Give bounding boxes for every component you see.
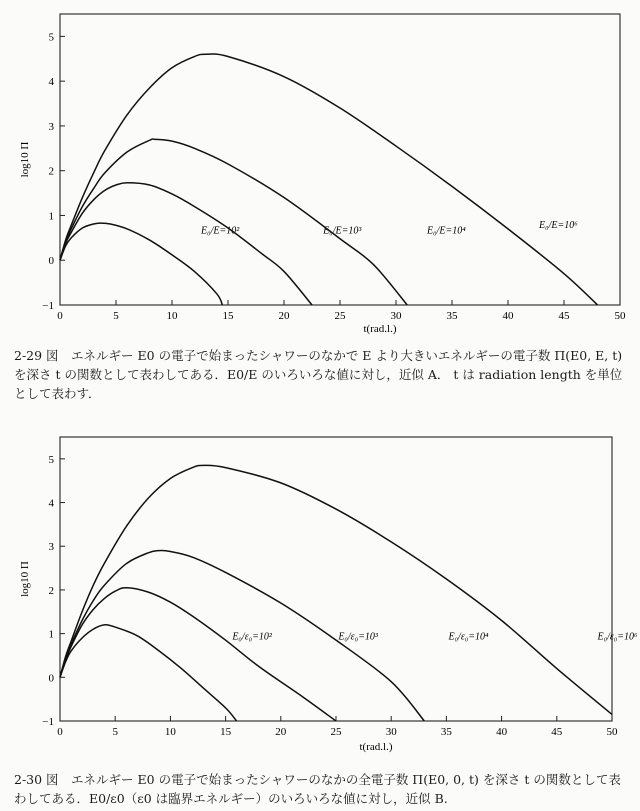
y-tick-label: −1 bbox=[42, 300, 54, 312]
series-line bbox=[60, 183, 312, 305]
x-tick-label: 20 bbox=[278, 310, 290, 322]
chart-2-29 bbox=[19, 14, 626, 335]
x-tick-label: 30 bbox=[390, 310, 402, 322]
y-tick-label: 4 bbox=[48, 76, 54, 89]
x-tick-label: 25 bbox=[334, 310, 346, 322]
y-tick-label: 2 bbox=[48, 165, 54, 178]
y-tick-label: 1 bbox=[48, 210, 54, 223]
y-tick-label: 0 bbox=[48, 255, 54, 268]
series-label: E₀/E=10⁴ bbox=[427, 225, 466, 237]
y-tick-label: 5 bbox=[48, 31, 54, 44]
x-tick-label: 30 bbox=[385, 726, 397, 738]
x-tick-label: 5 bbox=[112, 726, 118, 738]
x-tick-label: 0 bbox=[57, 726, 63, 738]
series-label: E₀/E=10⁶ bbox=[539, 219, 578, 231]
y-axis-label: log10 Π bbox=[19, 561, 31, 597]
series-line bbox=[60, 139, 407, 305]
series-label: E₀/E=10² bbox=[201, 225, 240, 237]
x-tick-label: 25 bbox=[330, 726, 342, 738]
x-tick-label: 10 bbox=[164, 726, 176, 738]
series-label: E₀/ε₀=10³ bbox=[338, 631, 378, 643]
x-tick-label: 10 bbox=[166, 310, 178, 322]
y-tick-label: 3 bbox=[48, 120, 54, 133]
x-tick-label: 35 bbox=[440, 726, 452, 738]
y-tick-label: −1 bbox=[42, 716, 54, 728]
x-tick-label: 45 bbox=[551, 726, 563, 738]
x-tick-label: 45 bbox=[558, 310, 570, 322]
plot-frame bbox=[60, 14, 620, 305]
series-line bbox=[60, 54, 598, 305]
series-label: E₀/ε₀=10⁶ bbox=[597, 631, 638, 643]
y-tick-label: 5 bbox=[48, 453, 54, 466]
x-tick-label: 15 bbox=[220, 726, 232, 738]
x-tick-label: 50 bbox=[614, 310, 626, 322]
y-axis-label: log10 Π bbox=[19, 141, 31, 178]
series-line bbox=[60, 223, 222, 305]
x-axis-label: t(rad.l.) bbox=[359, 741, 393, 753]
y-tick-label: 1 bbox=[48, 628, 54, 641]
x-tick-label: 0 bbox=[57, 310, 63, 322]
y-tick-label: 3 bbox=[48, 541, 54, 554]
y-tick-label: 0 bbox=[48, 672, 54, 685]
x-tick-label: 40 bbox=[496, 726, 508, 738]
x-axis-label: t(rad.l.) bbox=[363, 323, 397, 335]
series-line bbox=[60, 588, 336, 721]
x-tick-label: 20 bbox=[275, 726, 287, 738]
series-line bbox=[60, 625, 237, 721]
y-tick-label: 2 bbox=[48, 584, 54, 597]
caption-fig-2-30: 2-30 図 エネルギー E0 の電子で始まったシャワーのなかの全電子数 Π(E0, 0, t) を深さ t の関数として表わしてある．E0/ε0（ε0 は臨界エネルギー）のいろいろな値に対し，近似 B. bbox=[14, 772, 621, 806]
x-tick-label: 5 bbox=[113, 310, 119, 322]
series-label: E₀/E=10³ bbox=[323, 225, 362, 237]
series-label: E₀/ε₀=10² bbox=[232, 631, 272, 643]
x-tick-label: 40 bbox=[502, 310, 514, 322]
chart-2-30 bbox=[19, 437, 638, 753]
caption-fig-2-29: 2-29 図 エネルギー E0 の電子で始まったシャワーのなかで E より大きいエネルギーの電子数 Π(E0, E, t) を深さ t の関数として表わしてある．E0/E のいろいろな値に対し，近似 A． t は radiation length を単位として表わす． bbox=[14, 348, 623, 401]
x-tick-label: 50 bbox=[606, 726, 618, 738]
series-label: E₀/ε₀=10⁴ bbox=[448, 631, 489, 643]
x-tick-label: 15 bbox=[222, 310, 234, 322]
y-tick-label: 4 bbox=[48, 497, 54, 510]
x-tick-label: 35 bbox=[446, 310, 458, 322]
plot-frame bbox=[60, 437, 612, 721]
